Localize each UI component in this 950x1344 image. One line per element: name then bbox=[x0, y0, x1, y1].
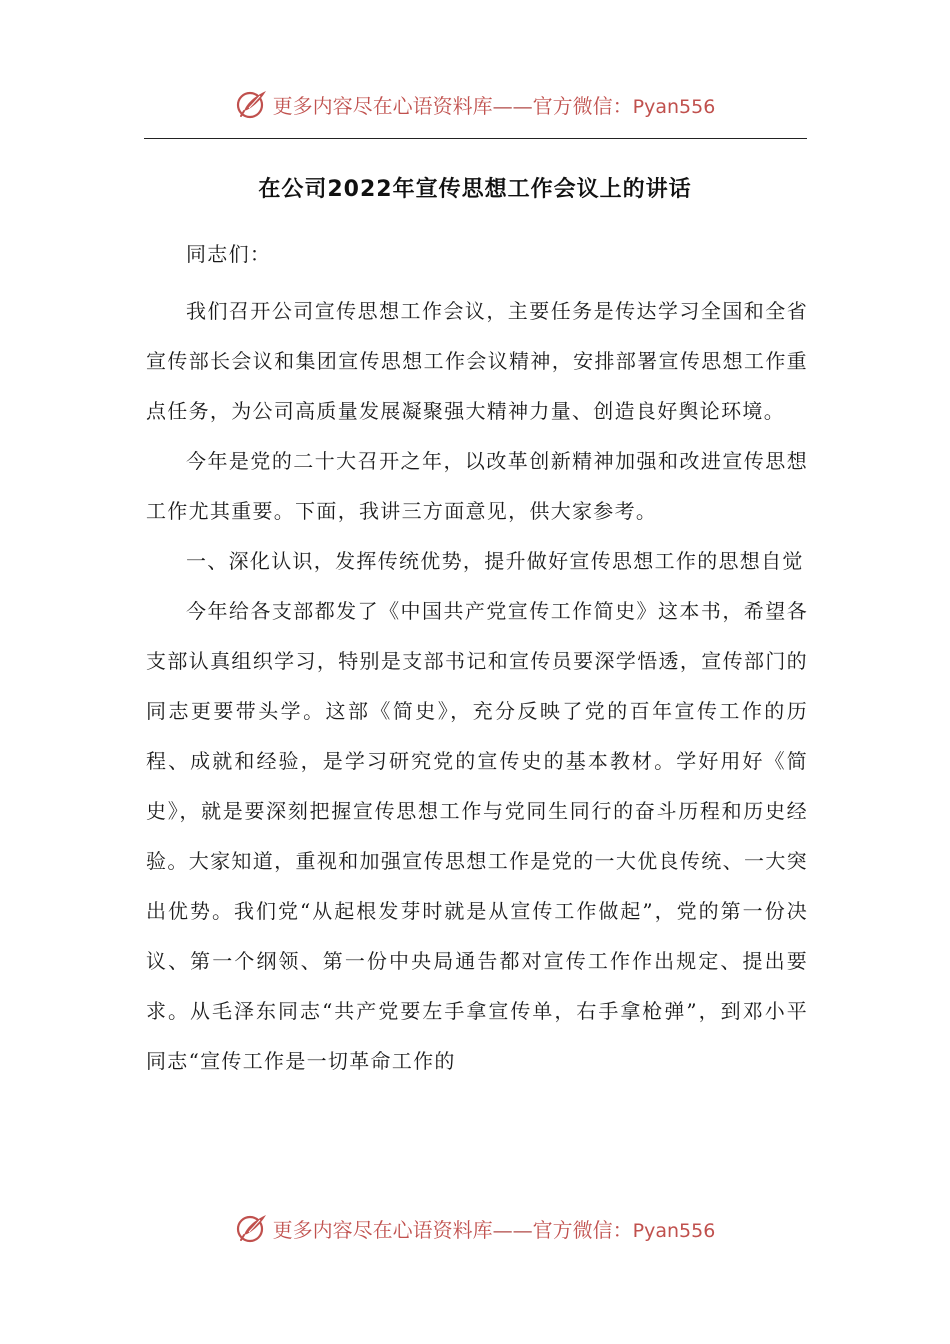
footer-banner bbox=[0, 1208, 950, 1248]
header-wechat-id: Pyan556 bbox=[632, 95, 716, 118]
quill-logo-icon bbox=[235, 87, 269, 121]
header-promo-text: 更多内容尽在心语资料库——官方微信：Pyan556 bbox=[272, 93, 716, 118]
document-body bbox=[146, 236, 808, 1086]
header-divider bbox=[144, 138, 807, 139]
paragraph-2: 今年是党的二十大召开之年，以改革创新精神加强和改进宣传思想工作尤其重要。下面，我讲三方面意见，供大家参考。 bbox=[146, 449, 808, 523]
header-banner bbox=[0, 84, 950, 124]
paragraph-3: 今年给各支部都发了《中国共产党宣传工作简史》这本书，希望各支部认真组织学习，特别是支部书记和宣传员要深学悟透，宣传部门的同志更要带头学。这部《简史》，充分反映了党的百年宣传工作的历程、成就和经验，是学习研究党的宣传史的基本教材。学好用好《简史》，就是要深刻把握宣传思想工作与党同生同行的奋斗历程和历史经验。大家知道，重视和加强宣传思想工作是党的一大优良传统、一大突出优势。我们党“从起根发芽时就是从宣传工作做起”，党的第一份决议、第一个纲领、第一份中央局通告都对宣传工作作出规定、提出要求。从毛泽东同志“共产党要左手拿宣传单，右手拿枪弹”，到邓小平同志“宣传工作是一切革命工作的 bbox=[146, 599, 808, 1073]
footer-wechat-id: Pyan556 bbox=[632, 1219, 716, 1242]
footer-promo-text: 更多内容尽在心语资料库——官方微信：Pyan556 bbox=[272, 1217, 716, 1242]
document-title: 在公司2022年宣传思想工作会议上的讲话 bbox=[258, 177, 692, 202]
section-heading-1: 一、深化认识，发挥传统优势，提升做好宣传思想工作的思想自觉 bbox=[186, 549, 804, 573]
greeting: 同志们： bbox=[186, 242, 272, 266]
paragraph-1: 我们召开公司宣传思想工作会议，主要任务是传达学习全国和全省宣传部长会议和集团宣传思想工作会议精神，安排部署宣传思想工作重点任务，为公司高质量发展凝聚强大精神力量、创造良好舆论环境。 bbox=[146, 299, 808, 423]
quill-logo-icon bbox=[235, 1211, 269, 1245]
